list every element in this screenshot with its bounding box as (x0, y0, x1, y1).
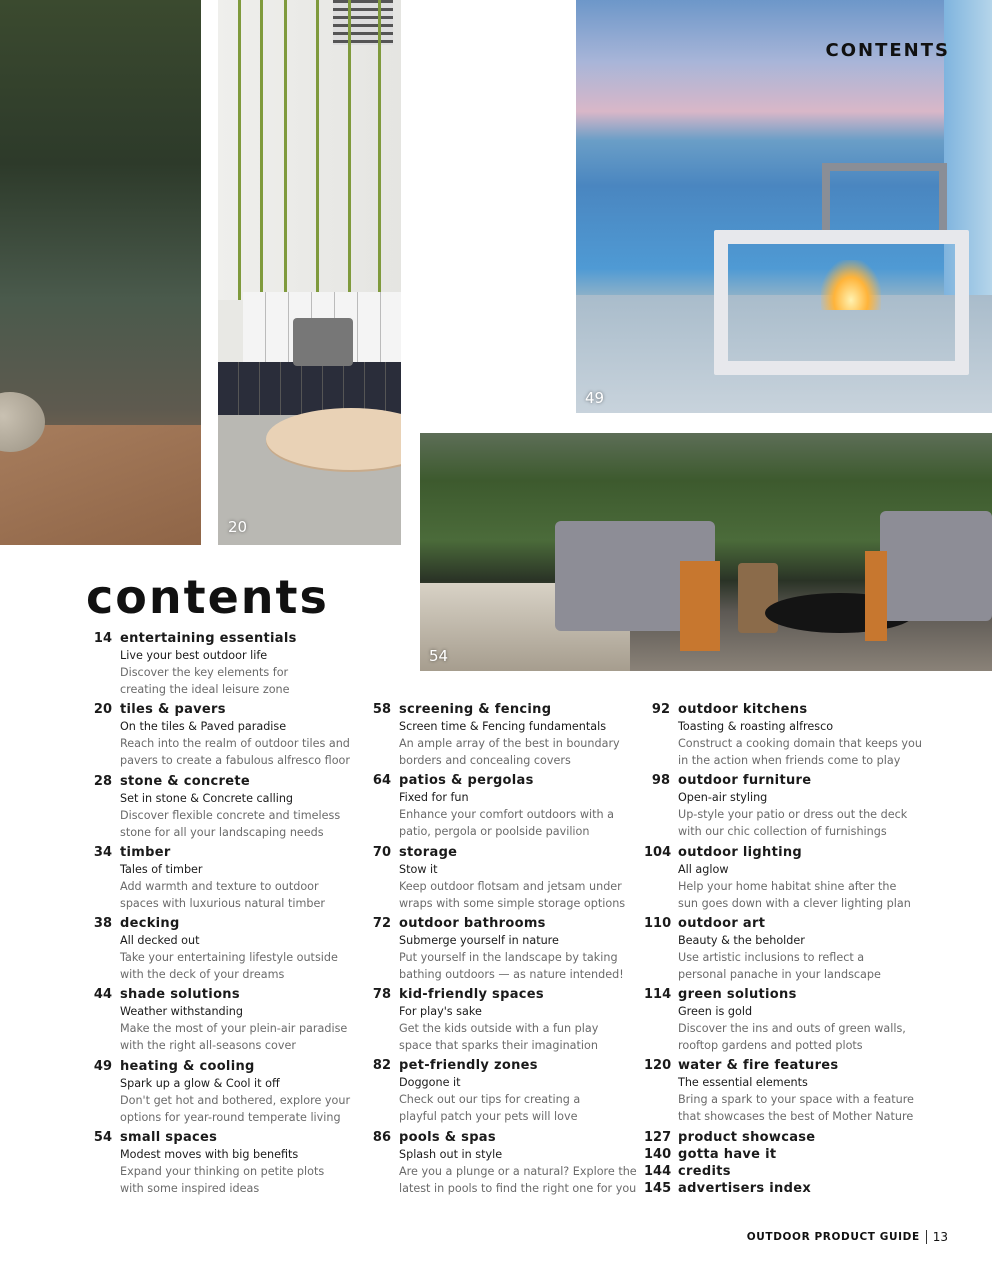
contents-entry[interactable] (644, 1057, 934, 1128)
photo-bamboo (348, 0, 351, 300)
photo-bamboo (316, 0, 319, 300)
entry-page-number: 28 (93, 773, 112, 789)
entry-page-number: 127 (644, 1129, 672, 1145)
entry-subtitle: Doggone it (399, 1076, 461, 1090)
photo-stump-table (738, 563, 778, 633)
entry-description: Help your home habitat shine after the (678, 879, 897, 893)
photo-rooftop-lounge (401, 413, 992, 671)
entry-title: gotta have it (678, 1146, 777, 1162)
contents-entry[interactable] (644, 844, 934, 915)
entry-title: entertaining essentials (120, 631, 297, 646)
contents-entry[interactable] (365, 1129, 655, 1200)
entry-description: stone for all your landscaping needs (120, 825, 324, 839)
photo-fire-frame-back (822, 163, 947, 233)
entry-description: with the right all-seasons cover (120, 1039, 296, 1053)
contents-entry[interactable] (86, 986, 376, 1057)
entry-description: options for year-round temperate living (120, 1110, 341, 1124)
contents-entry[interactable] (86, 915, 376, 986)
entry-description: playful patch your pets will love (399, 1110, 578, 1124)
photo-fire-feature (576, 0, 992, 413)
entry-page-number: 104 (644, 844, 672, 860)
entry-description: Take your entertaining lifestyle outside (120, 951, 338, 965)
contents-entry[interactable] (644, 1180, 934, 1197)
photo-wall (218, 0, 401, 300)
entry-page-number: 20 (93, 702, 112, 718)
entry-page-number: 34 (93, 844, 112, 860)
entry-description: with our chic collection of furnishings (678, 825, 887, 839)
entry-description: Get the kids outside with a fun play (399, 1022, 599, 1036)
contents-entry[interactable] (365, 915, 655, 986)
entry-description: borders and concealing covers (399, 754, 571, 767)
page-number: 13 (932, 1230, 948, 1244)
photo-bamboo (238, 0, 241, 300)
entry-page-number: 145 (644, 1180, 672, 1196)
entry-description: in the action when friends come to play (678, 754, 901, 767)
entry-description: Check out our tips for creating a (399, 1093, 581, 1107)
contents-entry[interactable] (86, 844, 376, 915)
entry-description: that showcases the best of Mother Nature (678, 1110, 914, 1124)
entry-page-number: 49 (93, 1058, 112, 1074)
entry-title: stone & concrete (120, 773, 251, 789)
entry-title: credits (678, 1163, 731, 1179)
entry-title: decking (120, 916, 180, 932)
entry-title: green solutions (678, 987, 797, 1003)
entry-description: space that sparks their imagination (399, 1039, 598, 1053)
entry-page-number: 86 (372, 1129, 391, 1145)
entry-page-number: 140 (644, 1146, 672, 1162)
entry-title: pet-friendly zones (399, 1058, 538, 1074)
contents-column-3 (644, 701, 934, 1197)
contents-entry[interactable] (365, 1057, 655, 1128)
entry-subtitle: Toasting & roasting alfresco (678, 720, 834, 733)
entry-description: Reach into the realm of outdoor tiles and (120, 737, 350, 751)
entry-subtitle: On the tiles & Paved paradise (120, 720, 287, 734)
entry-page-number: 64 (372, 773, 391, 789)
entry-page-number: 44 (93, 987, 112, 1003)
entry-page-number: 144 (644, 1163, 672, 1179)
photo-bamboo (378, 0, 381, 300)
entry-page-number: 72 (372, 915, 391, 931)
entry-page-number: 114 (644, 987, 672, 1003)
entry-description: Up-style your patio or dress out the deck (678, 808, 908, 822)
photo-rooftop-scene (420, 433, 992, 671)
entry-title: kid-friendly spaces (399, 987, 544, 1003)
contents-entry[interactable] (644, 915, 934, 986)
contents-entry[interactable] (86, 701, 376, 772)
photo-page-number: 49 (585, 389, 605, 407)
entry-page-number: 58 (372, 702, 391, 717)
entry-title: small spaces (120, 1130, 218, 1146)
entry-subtitle: Screen time & Fencing fundamentals (399, 720, 607, 733)
entry-subtitle: Fixed for fun (399, 791, 469, 805)
entry-page-number: 14 (93, 631, 112, 646)
photo-bamboo (260, 0, 263, 300)
entry-subtitle: Submerge yourself in nature (399, 933, 559, 947)
entry-page-number: 98 (651, 773, 670, 789)
contents-entry[interactable] (365, 701, 655, 772)
entry-subtitle: All aglow (678, 862, 729, 876)
contents-entry[interactable] (644, 1146, 934, 1163)
contents-entry[interactable] (86, 1129, 376, 1200)
entry-subtitle: Live your best outdoor life (120, 649, 268, 662)
photo-page-number: 54 (429, 647, 449, 665)
entry-description: rooftop gardens and potted plots (678, 1039, 863, 1053)
entry-description: bathing outdoors — as nature intended! (399, 967, 624, 981)
contents-entry[interactable] (644, 1129, 934, 1146)
entry-subtitle: All decked out (120, 934, 200, 948)
photo-page-number: 20 (228, 518, 248, 536)
entry-description: patio, pergola or poolside pavilion (399, 825, 590, 839)
section-header: CONTENTS (825, 40, 950, 61)
entry-title: screening & fencing (399, 702, 552, 717)
entry-description: Put yourself in the landscape by taking (399, 950, 618, 964)
entry-description: spaces with luxurious natural timber (120, 896, 325, 910)
entry-title: timber (120, 844, 171, 860)
entry-title: patios & pergolas (399, 773, 534, 789)
page-footer (747, 1230, 948, 1244)
entry-page-number: 38 (93, 916, 112, 932)
contents-entry[interactable] (365, 844, 655, 915)
entry-title: outdoor kitchens (678, 702, 808, 717)
photo-armchair-arm (680, 561, 720, 651)
entry-subtitle: Open-air styling (678, 791, 768, 805)
contents-column-2 (365, 701, 655, 1200)
photo-bamboo-courtyard (218, 0, 401, 545)
entry-description: Discover flexible concrete and timeless (120, 808, 341, 822)
contents-entry[interactable] (644, 1163, 934, 1180)
entry-description: Discover the ins and outs of green walls, (678, 1022, 906, 1036)
entry-title: product showcase (678, 1129, 816, 1145)
entry-page-number: 78 (372, 987, 391, 1003)
contents-entry[interactable] (86, 1058, 376, 1129)
photo-louvre (333, 0, 393, 45)
entry-description: with some inspired ideas (120, 1182, 260, 1196)
entry-title: storage (399, 844, 458, 860)
footer-divider (926, 1230, 927, 1244)
entry-description: creating the ideal leisure zone (120, 683, 290, 696)
contents-entry[interactable] (644, 701, 934, 772)
entry-subtitle: Green is gold (678, 1005, 753, 1019)
photo-sofa-arm (865, 551, 887, 641)
entry-page-number: 110 (644, 915, 672, 931)
entry-subtitle: Set in stone & Concrete calling (120, 791, 294, 805)
photo-flame (821, 260, 881, 310)
contents-entry[interactable] (365, 986, 655, 1057)
entry-page-number: 54 (93, 1130, 112, 1146)
entry-title: heating & cooling (120, 1058, 255, 1074)
entry-title: pools & spas (399, 1129, 496, 1145)
entry-page-number: 82 (372, 1058, 391, 1074)
entry-description: Bring a spark to your space with a feature (678, 1093, 914, 1107)
contents-entry[interactable] (644, 772, 934, 843)
entry-title: outdoor furniture (678, 773, 812, 789)
entry-subtitle: Modest moves with big benefits (120, 1148, 299, 1162)
entry-page-number: 70 (372, 844, 391, 860)
entry-description: latest in pools to find the right one for you (399, 1181, 637, 1195)
entry-title: outdoor lighting (678, 844, 803, 860)
entry-page-number: 120 (644, 1058, 672, 1074)
entry-description: Use artistic inclusions to reflect a (678, 950, 865, 964)
entry-description: Make the most of your plein-air paradise (120, 1022, 348, 1036)
photo-agave-garden (0, 0, 201, 545)
entry-description: sun goes down with a clever lighting plan (678, 896, 911, 910)
photo-pillow (293, 318, 353, 366)
entry-description: pavers to create a fabulous alfresco floor (120, 754, 350, 768)
entry-subtitle: Weather withstanding (120, 1005, 243, 1019)
entry-description: Discover the key elements for (120, 666, 289, 679)
contents-entry[interactable] (86, 630, 376, 701)
page-title: contents (86, 570, 329, 624)
entry-subtitle: The essential elements (678, 1076, 808, 1090)
entry-description: personal panache in your landscape (678, 967, 881, 981)
entry-title: outdoor bathrooms (399, 915, 546, 931)
entry-description: Expand your thinking on petite plots (120, 1165, 325, 1179)
contents-entry[interactable] (365, 772, 655, 843)
contents-entry[interactable] (644, 986, 934, 1057)
contents-column-1 (86, 630, 376, 1200)
entry-description: Enhance your comfort outdoors with a (399, 808, 614, 822)
entry-title: shade solutions (120, 987, 240, 1003)
photo-bamboo (284, 0, 287, 300)
entry-description: An ample array of the best in boundary (399, 737, 620, 750)
entry-description: Add warmth and texture to outdoor (120, 879, 319, 893)
entry-subtitle: Splash out in style (399, 1147, 503, 1161)
entry-description: Are you a plunge or a natural? Explore the (399, 1164, 637, 1178)
photo-sofa (880, 511, 992, 621)
entry-title: tiles & pavers (120, 702, 226, 718)
entry-description: Keep outdoor flotsam and jetsam under (399, 879, 622, 893)
entry-subtitle: Tales of timber (120, 862, 203, 876)
entry-page-number: 92 (651, 702, 670, 717)
entry-title: advertisers index (678, 1180, 811, 1196)
entry-description: Construct a cooking domain that keeps you (678, 737, 922, 750)
contents-entry[interactable] (86, 773, 376, 844)
entry-title: water & fire features (678, 1058, 839, 1074)
entry-description: wraps with some simple storage options (399, 896, 626, 910)
entry-title: outdoor art (678, 915, 766, 931)
entry-subtitle: Spark up a glow & Cool it off (120, 1076, 280, 1090)
entry-subtitle: Beauty & the beholder (678, 933, 805, 947)
entry-description: with the deck of your dreams (120, 968, 285, 982)
entry-subtitle: Stow it (399, 862, 438, 876)
publication-name: OUTDOOR PRODUCT GUIDE (746, 1231, 920, 1243)
entry-description: Don't get hot and bothered, explore your (120, 1093, 351, 1107)
entry-subtitle: For play's sake (399, 1005, 482, 1019)
